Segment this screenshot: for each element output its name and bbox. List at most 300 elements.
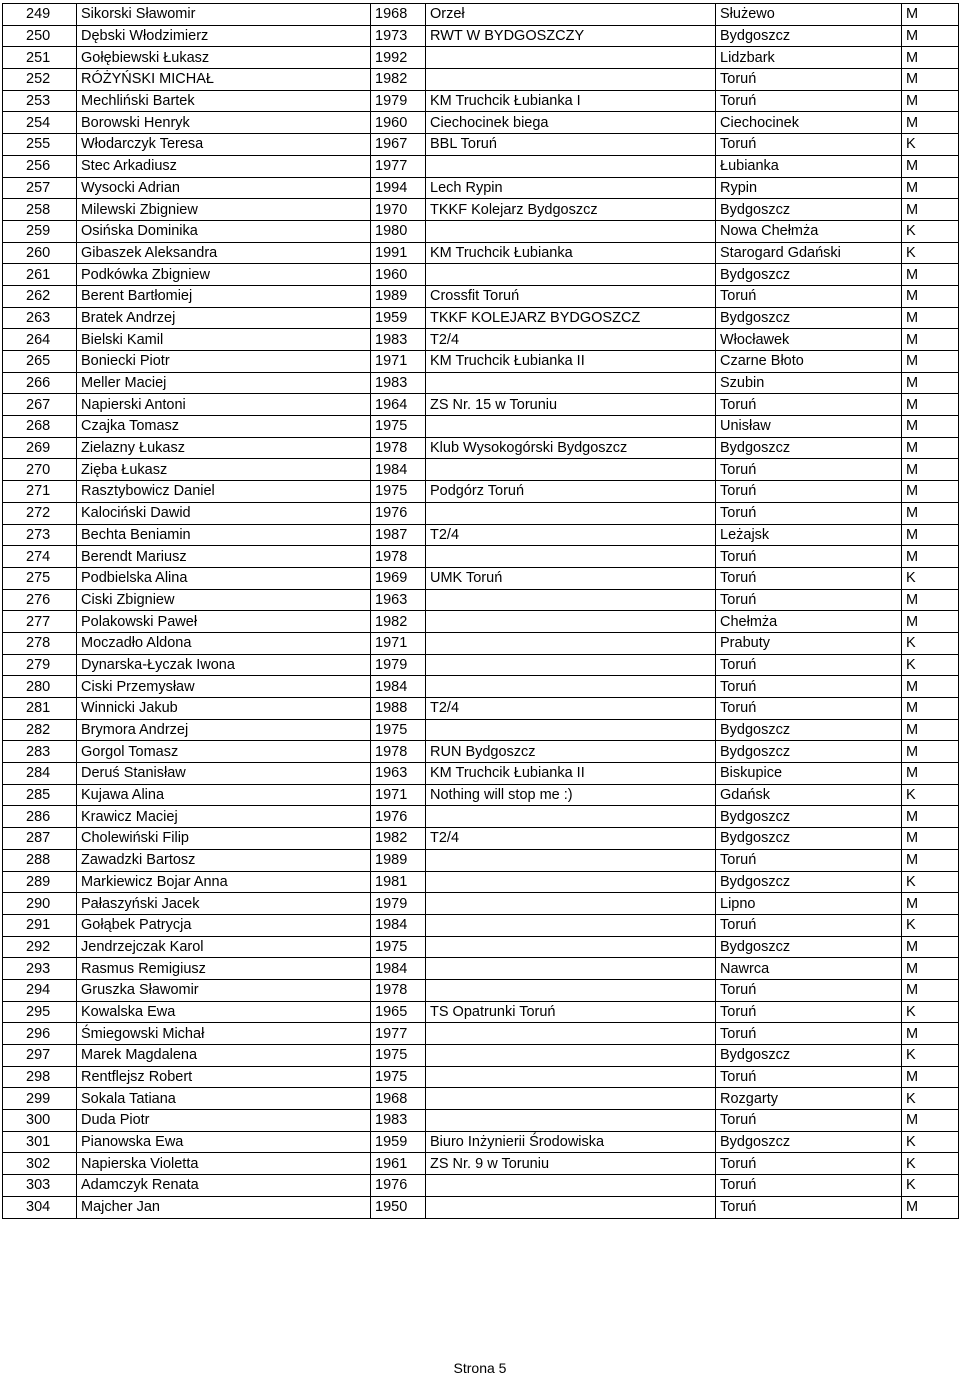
cell-city: Toruń (716, 285, 902, 307)
cell-club: Podgórz Toruń (426, 481, 716, 503)
cell-number: 286 (3, 806, 77, 828)
cell-year: 1987 (371, 524, 426, 546)
cell-city: Toruń (716, 567, 902, 589)
cell-club: Klub Wysokogórski Bydgoszcz (426, 437, 716, 459)
cell-year: 1965 (371, 1001, 426, 1023)
cell-number: 292 (3, 936, 77, 958)
cell-club: KM Truchcik Łubianka II (426, 763, 716, 785)
table-row (3, 936, 959, 958)
cell-year: 1971 (371, 351, 426, 373)
cell-sex: M (902, 69, 959, 91)
cell-city: Prabuty (716, 632, 902, 654)
cell-club (426, 1088, 716, 1110)
cell-year: 1978 (371, 437, 426, 459)
cell-club (426, 936, 716, 958)
table-row (3, 893, 959, 915)
cell-club (426, 1066, 716, 1088)
cell-sex: K (902, 242, 959, 264)
cell-name: Bechta Beniamin (77, 524, 371, 546)
cell-year: 1978 (371, 979, 426, 1001)
cell-number: 302 (3, 1153, 77, 1175)
table-row (3, 1045, 959, 1067)
cell-club (426, 502, 716, 524)
cell-name: Marek Magdalena (77, 1045, 371, 1067)
cell-city: Lidzbark (716, 47, 902, 69)
cell-city: Toruń (716, 979, 902, 1001)
cell-number: 300 (3, 1110, 77, 1132)
cell-club (426, 914, 716, 936)
cell-club: KM Truchcik Łubianka I (426, 90, 716, 112)
cell-sex: K (902, 1175, 959, 1197)
cell-name: Pałaszyński Jacek (77, 893, 371, 915)
cell-number: 257 (3, 177, 77, 199)
table-row (3, 90, 959, 112)
cell-year: 1975 (371, 1066, 426, 1088)
cell-year: 1991 (371, 242, 426, 264)
table-row (3, 220, 959, 242)
cell-name: Moczadło Aldona (77, 632, 371, 654)
cell-city: Toruń (716, 698, 902, 720)
table-row (3, 871, 959, 893)
cell-year: 1979 (371, 893, 426, 915)
cell-city: Toruń (716, 1175, 902, 1197)
table-row (3, 1088, 959, 1110)
cell-name: Osińska Dominika (77, 220, 371, 242)
cell-year: 1960 (371, 112, 426, 134)
table-row (3, 719, 959, 741)
cell-sex: M (902, 372, 959, 394)
table-row (3, 567, 959, 589)
cell-name: Winnicki Jakub (77, 698, 371, 720)
cell-year: 1981 (371, 871, 426, 893)
cell-number: 253 (3, 90, 77, 112)
cell-club: RUN Bydgoszcz (426, 741, 716, 763)
cell-club: Orzeł (426, 4, 716, 26)
cell-number: 268 (3, 416, 77, 438)
cell-year: 1994 (371, 177, 426, 199)
cell-year: 1971 (371, 632, 426, 654)
cell-name: Bratek Andrzej (77, 307, 371, 329)
cell-club: UMK Toruń (426, 567, 716, 589)
cell-sex: M (902, 25, 959, 47)
cell-club (426, 1175, 716, 1197)
table-row (3, 589, 959, 611)
cell-year: 1978 (371, 546, 426, 568)
cell-number: 291 (3, 914, 77, 936)
cell-year: 1982 (371, 828, 426, 850)
cell-club (426, 676, 716, 698)
cell-club (426, 69, 716, 91)
cell-city: Toruń (716, 481, 902, 503)
table-row (3, 806, 959, 828)
cell-name: Dębski Włodzimierz (77, 25, 371, 47)
cell-sex: M (902, 155, 959, 177)
cell-club (426, 1110, 716, 1132)
cell-number: 274 (3, 546, 77, 568)
table-row (3, 285, 959, 307)
cell-name: Duda Piotr (77, 1110, 371, 1132)
table-row (3, 1131, 959, 1153)
cell-name: Markiewicz Bojar Anna (77, 871, 371, 893)
cell-sex: M (902, 524, 959, 546)
cell-city: Toruń (716, 69, 902, 91)
table-row (3, 47, 959, 69)
table-row (3, 958, 959, 980)
cell-sex: M (902, 719, 959, 741)
table-row (3, 307, 959, 329)
table-row (3, 1066, 959, 1088)
table-row (3, 741, 959, 763)
cell-club (426, 871, 716, 893)
cell-club (426, 719, 716, 741)
cell-city: Toruń (716, 1153, 902, 1175)
cell-year: 1975 (371, 719, 426, 741)
cell-name: Podbielska Alina (77, 567, 371, 589)
cell-name: Kalociński Dawid (77, 502, 371, 524)
cell-sex: M (902, 47, 959, 69)
cell-name: Milewski Zbigniew (77, 199, 371, 221)
cell-sex: M (902, 741, 959, 763)
cell-city: Ciechocinek (716, 112, 902, 134)
cell-number: 284 (3, 763, 77, 785)
cell-sex: K (902, 1001, 959, 1023)
cell-year: 1960 (371, 264, 426, 286)
cell-number: 288 (3, 849, 77, 871)
cell-club (426, 849, 716, 871)
cell-city: Gdańsk (716, 784, 902, 806)
cell-club: Lech Rypin (426, 177, 716, 199)
cell-sex: M (902, 177, 959, 199)
cell-sex: M (902, 698, 959, 720)
table-row (3, 784, 959, 806)
cell-city: Unisław (716, 416, 902, 438)
cell-name: Kujawa Alina (77, 784, 371, 806)
table-row (3, 524, 959, 546)
table-row (3, 394, 959, 416)
cell-club (426, 546, 716, 568)
cell-city: Służewo (716, 4, 902, 26)
cell-name: Berendt Mariusz (77, 546, 371, 568)
cell-city: Bydgoszcz (716, 719, 902, 741)
cell-club: T2/4 (426, 329, 716, 351)
cell-year: 1963 (371, 589, 426, 611)
cell-year: 1959 (371, 1131, 426, 1153)
cell-city: Toruń (716, 90, 902, 112)
cell-club (426, 1045, 716, 1067)
cell-sex: K (902, 134, 959, 156)
table-row (3, 1001, 959, 1023)
cell-club (426, 654, 716, 676)
cell-year: 1964 (371, 394, 426, 416)
cell-club: RWT W BYDGOSZCZY (426, 25, 716, 47)
cell-year: 1970 (371, 199, 426, 221)
table-row (3, 329, 959, 351)
cell-name: Adamczyk Renata (77, 1175, 371, 1197)
cell-number: 261 (3, 264, 77, 286)
cell-name: Włodarczyk Teresa (77, 134, 371, 156)
cell-city: Bydgoszcz (716, 199, 902, 221)
cell-name: RÓŻYŃSKI MICHAŁ (77, 69, 371, 91)
table-row (3, 264, 959, 286)
cell-name: Bielski Kamil (77, 329, 371, 351)
cell-number: 262 (3, 285, 77, 307)
cell-club: T2/4 (426, 698, 716, 720)
cell-sex: K (902, 784, 959, 806)
cell-number: 290 (3, 893, 77, 915)
cell-city: Bydgoszcz (716, 25, 902, 47)
cell-sex: M (902, 1110, 959, 1132)
cell-city: Bydgoszcz (716, 264, 902, 286)
table-row (3, 69, 959, 91)
page-number: Strona 5 (453, 1360, 507, 1376)
cell-name: Podkówka Zbigniew (77, 264, 371, 286)
cell-club (426, 589, 716, 611)
cell-club: ZS Nr. 15 w Toruniu (426, 394, 716, 416)
cell-city: Nawrca (716, 958, 902, 980)
cell-name: Napierska Violetta (77, 1153, 371, 1175)
cell-city: Toruń (716, 1066, 902, 1088)
cell-city: Chełmża (716, 611, 902, 633)
cell-name: Czajka Tomasz (77, 416, 371, 438)
cell-club (426, 1023, 716, 1045)
cell-city: Bydgoszcz (716, 871, 902, 893)
cell-club (426, 958, 716, 980)
cell-sex: M (902, 763, 959, 785)
cell-club (426, 979, 716, 1001)
cell-sex: M (902, 1196, 959, 1218)
table-row (3, 632, 959, 654)
cell-city: Lipno (716, 893, 902, 915)
cell-city: Toruń (716, 676, 902, 698)
cell-year: 1969 (371, 567, 426, 589)
cell-number: 298 (3, 1066, 77, 1088)
cell-name: Kowalska Ewa (77, 1001, 371, 1023)
cell-number: 251 (3, 47, 77, 69)
cell-number: 283 (3, 741, 77, 763)
cell-number: 260 (3, 242, 77, 264)
cell-number: 249 (3, 4, 77, 26)
cell-city: Biskupice (716, 763, 902, 785)
cell-year: 1979 (371, 90, 426, 112)
cell-club: Crossfit Toruń (426, 285, 716, 307)
cell-sex: M (902, 828, 959, 850)
cell-city: Szubin (716, 372, 902, 394)
cell-sex: M (902, 1066, 959, 1088)
table-row (3, 134, 959, 156)
cell-name: Brymora Andrzej (77, 719, 371, 741)
cell-club: T2/4 (426, 828, 716, 850)
cell-sex: M (902, 1023, 959, 1045)
table-row (3, 481, 959, 503)
cell-number: 285 (3, 784, 77, 806)
cell-number: 256 (3, 155, 77, 177)
cell-name: Sikorski Sławomir (77, 4, 371, 26)
table-row (3, 459, 959, 481)
cell-name: Napierski Antoni (77, 394, 371, 416)
cell-name: Stec Arkadiusz (77, 155, 371, 177)
cell-sex: K (902, 1131, 959, 1153)
cell-name: Meller Maciej (77, 372, 371, 394)
cell-number: 266 (3, 372, 77, 394)
cell-year: 1980 (371, 220, 426, 242)
table-row (3, 611, 959, 633)
cell-sex: K (902, 871, 959, 893)
cell-city: Bydgoszcz (716, 741, 902, 763)
cell-club (426, 220, 716, 242)
cell-city: Bydgoszcz (716, 806, 902, 828)
cell-number: 295 (3, 1001, 77, 1023)
cell-sex: K (902, 914, 959, 936)
cell-city: Toruń (716, 1001, 902, 1023)
cell-year: 1983 (371, 329, 426, 351)
cell-number: 299 (3, 1088, 77, 1110)
table-row (3, 4, 959, 26)
cell-club: TKKF Kolejarz Bydgoszcz (426, 199, 716, 221)
cell-name: Rasztybowicz Daniel (77, 481, 371, 503)
cell-number: 273 (3, 524, 77, 546)
cell-club (426, 264, 716, 286)
cell-sex: M (902, 481, 959, 503)
cell-year: 1989 (371, 285, 426, 307)
cell-year: 1973 (371, 25, 426, 47)
cell-name: Cholewiński Filip (77, 828, 371, 850)
table-row (3, 676, 959, 698)
cell-number: 263 (3, 307, 77, 329)
table-row (3, 698, 959, 720)
table-body (3, 4, 959, 1219)
cell-number: 280 (3, 676, 77, 698)
table-row (3, 351, 959, 373)
table-row (3, 979, 959, 1001)
cell-name: Śmiegowski Michał (77, 1023, 371, 1045)
cell-city: Toruń (716, 459, 902, 481)
cell-year: 1978 (371, 741, 426, 763)
cell-name: Zięba Łukasz (77, 459, 371, 481)
cell-city: Toruń (716, 394, 902, 416)
cell-club: TKKF KOLEJARZ BYDGOSZCZ (426, 307, 716, 329)
cell-city: Rozgarty (716, 1088, 902, 1110)
cell-sex: K (902, 654, 959, 676)
table-row (3, 1110, 959, 1132)
cell-sex: M (902, 264, 959, 286)
cell-year: 1963 (371, 763, 426, 785)
table-row (3, 654, 959, 676)
cell-sex: M (902, 394, 959, 416)
cell-club: BBL Toruń (426, 134, 716, 156)
cell-club: KM Truchcik Łubianka II (426, 351, 716, 373)
cell-number: 276 (3, 589, 77, 611)
cell-sex: M (902, 979, 959, 1001)
table-row (3, 437, 959, 459)
cell-name: Borowski Henryk (77, 112, 371, 134)
cell-city: Czarne Błoto (716, 351, 902, 373)
cell-name: Berent Bartłomiej (77, 285, 371, 307)
cell-number: 250 (3, 25, 77, 47)
cell-name: Deruś Stanisław (77, 763, 371, 785)
cell-name: Gruszka Sławomir (77, 979, 371, 1001)
cell-sex: M (902, 893, 959, 915)
cell-sex: M (902, 199, 959, 221)
cell-club (426, 155, 716, 177)
table-row (3, 112, 959, 134)
cell-club: Nothing will stop me :) (426, 784, 716, 806)
cell-year: 1976 (371, 502, 426, 524)
cell-name: Polakowski Paweł (77, 611, 371, 633)
cell-number: 296 (3, 1023, 77, 1045)
cell-club (426, 806, 716, 828)
cell-number: 282 (3, 719, 77, 741)
cell-year: 1975 (371, 936, 426, 958)
table-row (3, 1153, 959, 1175)
cell-city: Toruń (716, 1110, 902, 1132)
cell-city: Bydgoszcz (716, 1045, 902, 1067)
cell-club: ZS Nr. 9 w Toruniu (426, 1153, 716, 1175)
cell-city: Rypin (716, 177, 902, 199)
cell-year: 1977 (371, 1023, 426, 1045)
cell-name: Gołębiewski Łukasz (77, 47, 371, 69)
cell-sex: M (902, 90, 959, 112)
cell-city: Łubianka (716, 155, 902, 177)
cell-name: Mechliński Bartek (77, 90, 371, 112)
cell-club: KM Truchcik Łubianka (426, 242, 716, 264)
cell-number: 271 (3, 481, 77, 503)
cell-sex: K (902, 1153, 959, 1175)
cell-sex: K (902, 1045, 959, 1067)
cell-number: 255 (3, 134, 77, 156)
cell-year: 1982 (371, 69, 426, 91)
cell-number: 301 (3, 1131, 77, 1153)
table-row (3, 155, 959, 177)
cell-number: 304 (3, 1196, 77, 1218)
table-row (3, 416, 959, 438)
cell-year: 1959 (371, 307, 426, 329)
cell-year: 1984 (371, 676, 426, 698)
cell-year: 1967 (371, 134, 426, 156)
cell-name: Ciski Zbigniew (77, 589, 371, 611)
cell-sex: M (902, 589, 959, 611)
cell-number: 259 (3, 220, 77, 242)
cell-sex: M (902, 806, 959, 828)
cell-city: Toruń (716, 589, 902, 611)
cell-number: 258 (3, 199, 77, 221)
cell-year: 1976 (371, 1175, 426, 1197)
cell-club (426, 416, 716, 438)
cell-number: 277 (3, 611, 77, 633)
cell-sex: K (902, 567, 959, 589)
cell-number: 287 (3, 828, 77, 850)
cell-sex: M (902, 958, 959, 980)
cell-number: 264 (3, 329, 77, 351)
cell-city: Starogard Gdański (716, 242, 902, 264)
cell-sex: M (902, 502, 959, 524)
cell-club: T2/4 (426, 524, 716, 546)
cell-sex: K (902, 632, 959, 654)
table-row (3, 1023, 959, 1045)
cell-sex: M (902, 329, 959, 351)
cell-year: 1975 (371, 481, 426, 503)
cell-number: 297 (3, 1045, 77, 1067)
cell-sex: K (902, 220, 959, 242)
cell-year: 1992 (371, 47, 426, 69)
cell-year: 1975 (371, 416, 426, 438)
cell-number: 303 (3, 1175, 77, 1197)
cell-city: Bydgoszcz (716, 936, 902, 958)
table-row (3, 177, 959, 199)
cell-city: Toruń (716, 546, 902, 568)
cell-sex: M (902, 676, 959, 698)
cell-year: 1968 (371, 4, 426, 26)
cell-name: Sokala Tatiana (77, 1088, 371, 1110)
